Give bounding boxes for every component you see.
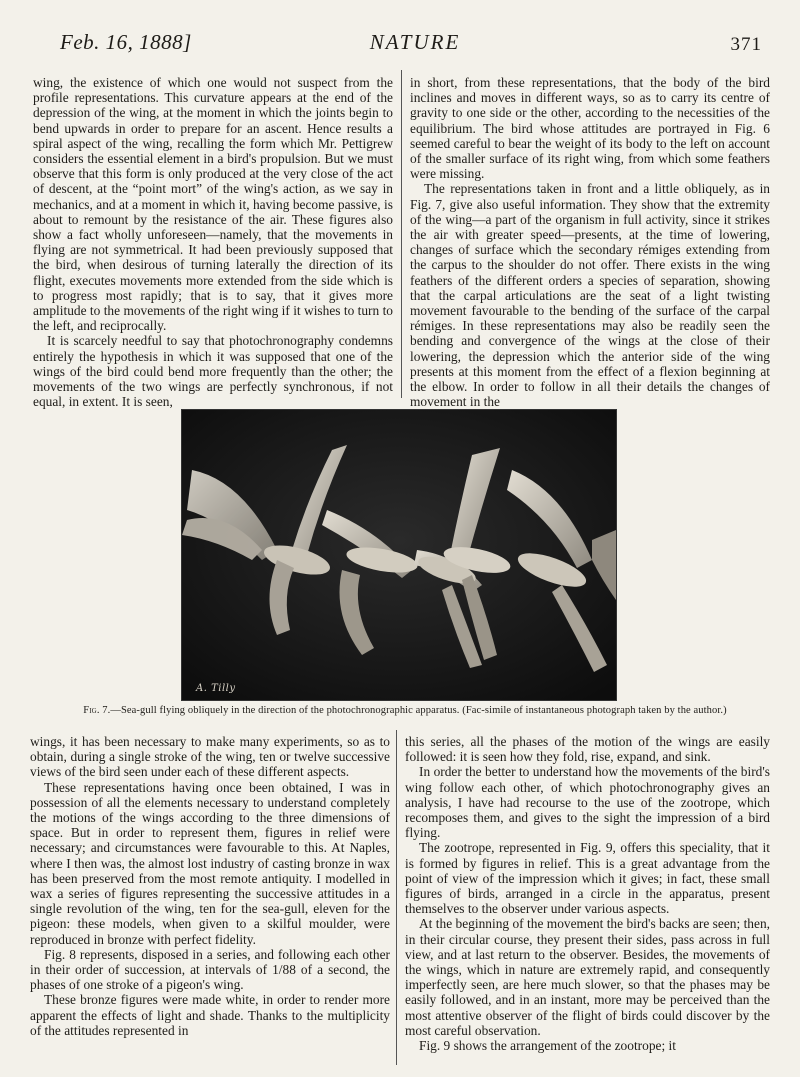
photo-signature: A. Tilly [196,683,236,694]
page-number: 371 [730,34,762,55]
column-rule-top [401,70,402,398]
column-bottom-right [405,734,770,1064]
paragraph: These bronze figures were made white, in order to render more apparent the effects of light and shade. Thanks to the multiplicity of the attitudes represented in [30,992,390,1038]
paragraph: this series, all the phases of the motion of the wings are easily followed: it is seen how they fold, rise, expand, and sink. [405,734,770,765]
issue-date: Feb. 16, 1888] [60,30,192,54]
paragraph: It is scarcely needful to say that photochronography condemns entirely the hypothesis in which it was supposed that one of the wings of the bird could bend more frequently than the other; the movements of the two wings are perfectly synchronous, if not equal, in extent. It is seen, [33,333,393,410]
column-rule-bottom [396,730,397,1065]
journal-title: NATURE [369,30,461,54]
column-top-right [410,75,770,410]
paragraph: At the beginning of the movement the bird's backs are seen; then, in their circular course, they present their sides, pass across in full view, and at last return to the observer. Besides, the movements of the wings, which in nature are extremely rapid, and consequently imperfectly seen, are here much slower, so that the phases may be easily followed, and in an instant, more may be perceived than the most attentive observer of the flight of birds could discover by the most careful observation. [405,916,770,1038]
seagull-photo-illustration [182,410,616,700]
caption-text: —Sea-gull flying obliquely in the direction of the photochronographic apparatus. (Fac-simile of instantaneous photograph taken by the author.) [110,705,727,716]
paragraph: These representations having once been obtained, I was in possession of all the elements necessary to understand completely the motions of the wings according to the three dimensions of space. But in order to represent them, figures in relief were necessary; and circumstances were favourable to this. At Naples, where I then was, the almost lost industry of casting bronze in wax has been preserved from the most remote antiquity. I modelled in wax a series of figures representing the successive attitudes in a single revolution of the wing, ten for the sea-gull, eleven for the pigeon: these models, when given to a skilful moulder, were reproduced in bronze with perfect fidelity. [30,779,390,947]
caption-label: Fig. 7. [83,705,111,716]
paragraph: wing, the existence of which one would not suspect from the profile representations. This curvature appears at the end of the depression of the wing, at the moment in which the joints begin to bend upwards in order to prepare for an ascent. Hence results a spiral aspect of the wing, recalling the form which Mr. Pettigrew considers the essential element in a bird's propulsion. But we must observe that this form is only produced at the very close of the act of descent, at the “point mort” of the wing's action, as we say in mechanics, and at a moment in which it, having become passive, is about to remount by the resistance of the air. These figures also show a fact wholly unforeseen—namely, that the movements in flying are not symmetrical. It had been previously supposed that the bird, when desirous of turning laterally the direction of its flight, executes movements more extended from the side which is to progress most rapidly; that is to say, that it gives more amplitude to the movements of the right wing if it wishes to turn to the left, and reciprocally. [33,75,393,334]
paragraph: Fig. 9 shows the arrangement of the zootrope; it [419,1038,676,1054]
paragraph: The representations taken in front and a little obliquely, as in Fig. 7, give also useful information. They show that the extremity of the wing—a part of the organism in full activity, since it strikes the air with greater speed—presents, at the time of lowering, changes of surface which the secondary rémiges extending from the carpus to the shoulder do not offer. There exists in the wing feathers of the different orders a species of separation, showing that the carpal articulations are the seat of a light twisting movement favourable to the bending of the surface of the carpal rémiges. In these representations may also be readily seen the bending and convergence of the wings at the close of their lowering, the depression which the anterior side of the wing presents at this moment from the effect of a flexion beginning at the elbow. In order to follow in all their details the changes of movement in the [410,181,770,410]
column-bottom-left [30,734,390,1064]
figure-7-photograph [181,409,617,701]
paragraph: wings, it has been necessary to make many experiments, so as to obtain, during a single stroke of the wing, ten or twelve successive views of the bird seen under each of these different aspects. [30,734,390,780]
column-top-left [33,75,393,410]
paragraph: Fig. 8 represents, disposed in a series, and following each other in their order of succession, at intervals of 1/88 of a second, the phases of one stroke of a pigeon's wing. [30,946,390,993]
page-header [60,26,770,60]
figure-caption [40,705,770,716]
paragraph: The zootrope, represented in Fig. 9, offers this speciality, that it is formed by figures in relief. This is a great advantage from the point of view of the impression which it gives; in fact, these small figures of birds, arranged in a circle in the apparatus, present themselves to the observer under various aspects. [405,840,770,917]
paragraph: In order the better to understand how the movements of the bird's wing follow each other, of which photochronography gives an analysis, I have had recourse to the use of the zootrope, which recomposes them, and gives to the sight the impression of a bird flying. [405,764,770,841]
paragraph: in short, from these representations, that the body of the bird inclines and moves in different ways, so as to carry its centre of gravity to one side or the other, according to the necessities of the equilibrium. The bird whose attitudes are portrayed in Fig. 6 seemed careful to bear the weight of its body to the left on account of the smaller surface of its right wing, from which some feathers were missing. [410,75,770,182]
